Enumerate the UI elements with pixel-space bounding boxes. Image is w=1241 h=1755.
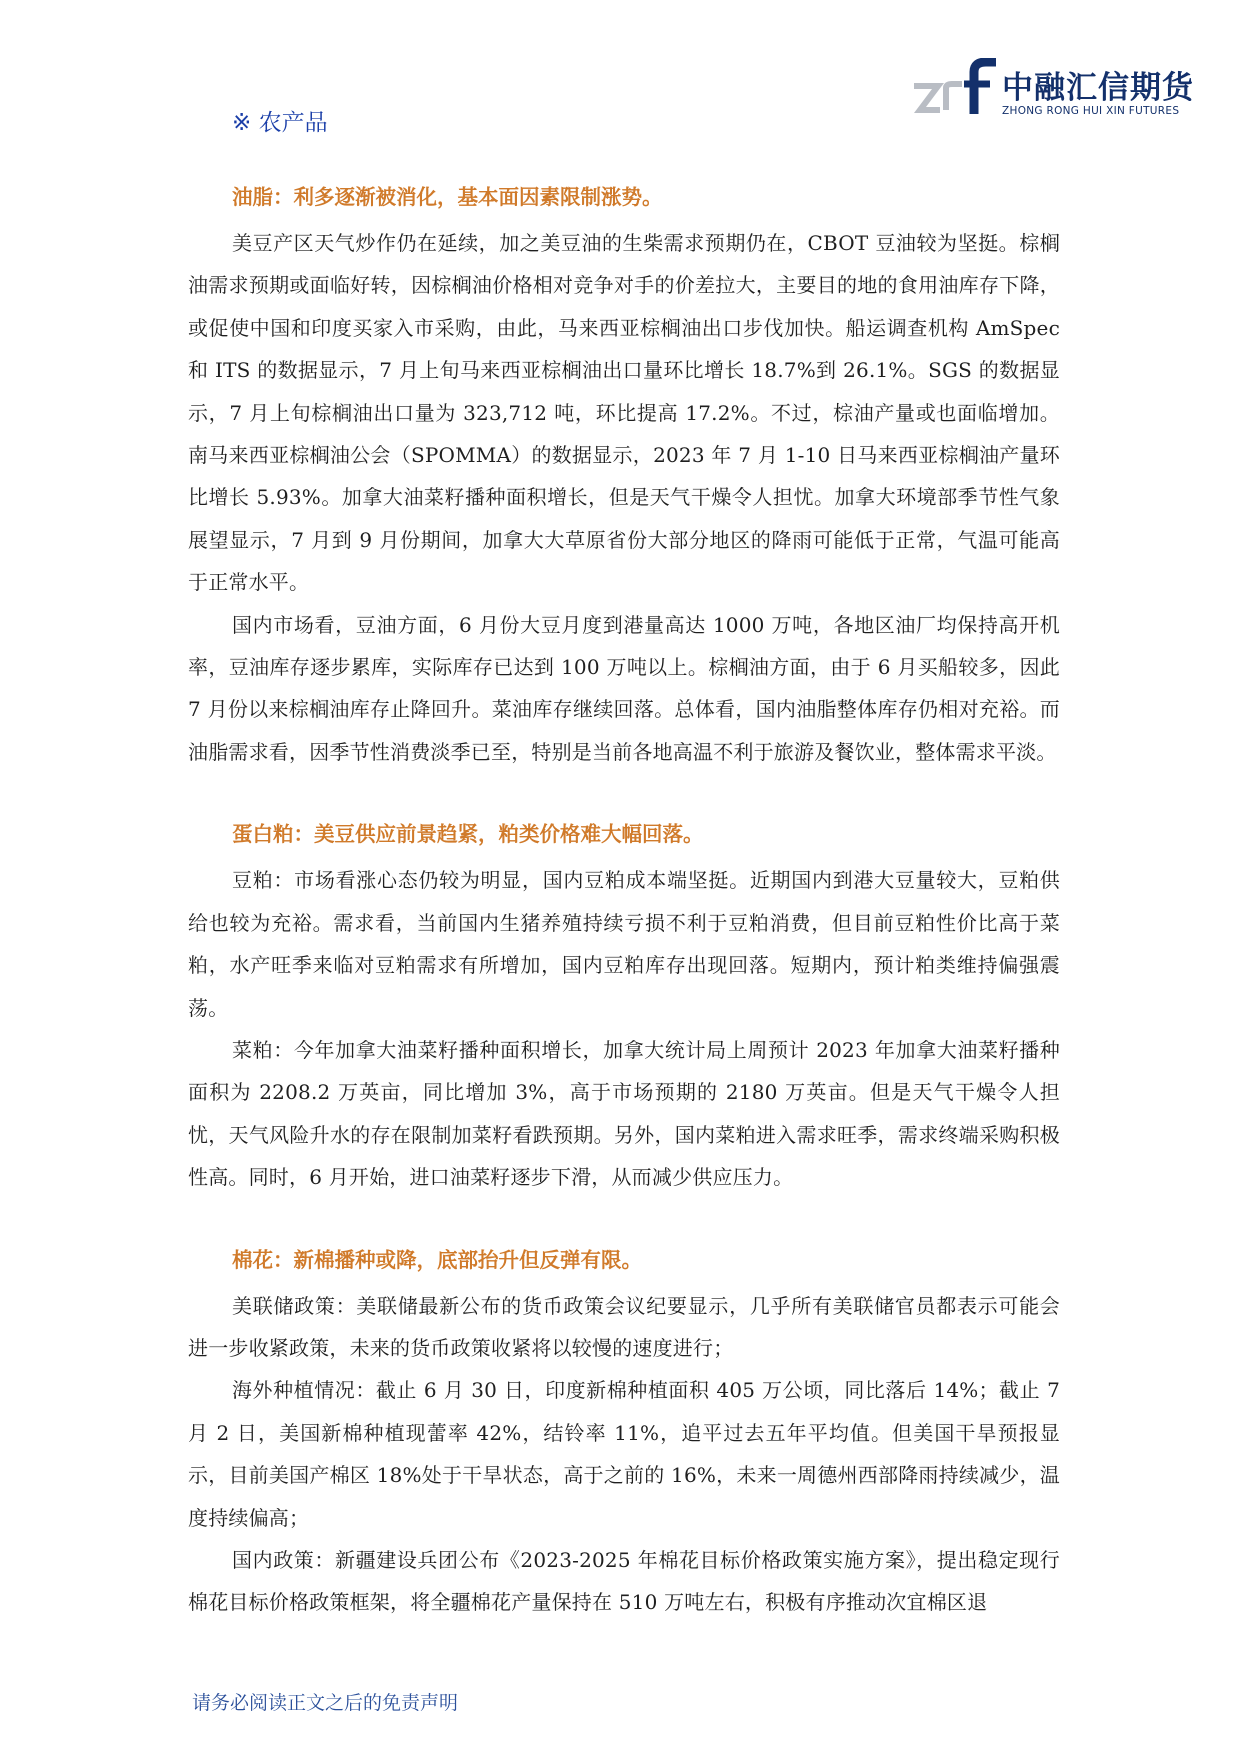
- paragraph: 美豆产区天气炒作仍在延续，加之美豆油的生柴需求预期仍在，CBOT 豆油较为坚挺。棕榈油需求预期或面临好转，因棕榈油价格相对竞争对手的价差拉大，主要目的地的食用油库存下降，或促使中国和印度买家入市采购，由此，马来西亚棕榈油出口步伐加快。船运调查机构 AmSpec 和 ITS 的数据显示，7 月上旬马来西亚棕榈油出口量环比增长 18.7%到 26.1%。SGS 的数据显示，7 月上旬棕榈油出口量为 323,712 吨，环比提高 17.2%。不过，棕油产量或也面临增加。南马来西亚棕榈油公会（SPOMMA）的数据显示，2023 年 7 月 1-10 日马来西亚棕榈油产量环比增长 5.93%。加拿大油菜籽播种面积增长，但是天气干燥令人担忧。加拿大环境部季节性气象展望显示，7 月到 9 月份期间，加拿大大草原省份大部分地区的降雨可能低于正常，气温可能高于正常水平。: [188, 231, 1060, 595]
- company-logo: [912, 58, 1212, 130]
- paragraph: 国内政策：新疆建设兵团公布《2023-2025 年棉花目标价格政策实施方案》，提出稳定现行棉花目标价格政策框架，将全疆棉花产量保持在 510 万吨左右，积极有序推动次宜棉区退: [188, 1547, 1060, 1615]
- section-oils: [188, 176, 1060, 773]
- logo-english-name: ZHONG RONG HUI XIN FUTURES: [1002, 105, 1180, 117]
- zrf-logo-icon: [912, 58, 1000, 130]
- paragraph: 美联储政策：美联储最新公布的货币政策会议纪要显示，几乎所有美联储官员都表示可能会进一步收紧政策，未来的货币政策收紧将以较慢的速度进行；: [188, 1293, 1060, 1360]
- paragraph: 海外种植情况：截止 6 月 30 日，印度新棉种植面积 405 万公顷，同比落后 14%；截止 7 月 2 日，美国新棉种植现蕾率 42%，结铃率 11%，追平过去五年平均值。但美国干旱预报显示，目前美国产棉区 18%处于干旱状态，高于之前的 16%，未来一周德州西部降雨持续减少，温度持续偏高；: [188, 1378, 1060, 1530]
- footer-disclaimer: 请务必阅读正文之后的免责声明: [192, 1692, 459, 1714]
- paragraph: 国内市场看，豆油方面，6 月份大豆月度到港量高达 1000 万吨，各地区油厂均保持高开机率，豆油库存逐步累库，实际库存已达到 100 万吨以上。棕榈油方面，由于 6 月买船较多，因此 7 月份以来棕榈油库存止降回升。菜油库存继续回落。总体看，国内油脂整体库存仍相对充裕。而油脂需求看，因季节性消费淡季已至，特别是当前各地高温不利于旅游及餐饮业，整体需求平淡。: [188, 612, 1060, 764]
- section-title: ※ 农产品: [232, 110, 328, 136]
- section-heading: 油脂：利多逐渐被消化，基本面因素限制涨势。: [232, 185, 663, 209]
- section-heading: 棉花：新棉播种或降，底部抬升但反弹有限。: [232, 1247, 642, 1272]
- paragraph: 豆粕：市场看涨心态仍较为明显，国内豆粕成本端坚挺。近期国内到港大豆量较大，豆粕供给也较为充裕。需求看，当前国内生猪养殖持续亏损不利于豆粕消费，但目前豆粕性价比高于菜粕，水产旺季来临对豆粕需求有所增加，国内豆粕库存出现回落。短期内，预计粕类维持偏强震荡。: [188, 868, 1060, 1020]
- section-protein-meal: [188, 813, 1060, 1198]
- logo-chinese-name: 中融汇信期货: [1002, 70, 1194, 106]
- section-cotton: [188, 1239, 1060, 1624]
- report-body: [188, 176, 1060, 1624]
- paragraph: 菜粕：今年加拿大油菜籽播种面积增长，加拿大统计局上周预计 2023 年加拿大油菜籽播种面积为 2208.2 万英亩，同比增加 3%，高于市场预期的 2180 万英亩。但是天气干燥令人担忧，天气风险升水的存在限制加菜籽看跌预期。另外，国内菜粕进入需求旺季，需求终端采购积极性高。同时，6 月开始，进口油菜籽逐步下滑，从而减少供应压力。: [188, 1037, 1060, 1190]
- section-heading: 蛋白粕：美豆供应前景趋紧，粕类价格难大幅回落。: [232, 822, 704, 847]
